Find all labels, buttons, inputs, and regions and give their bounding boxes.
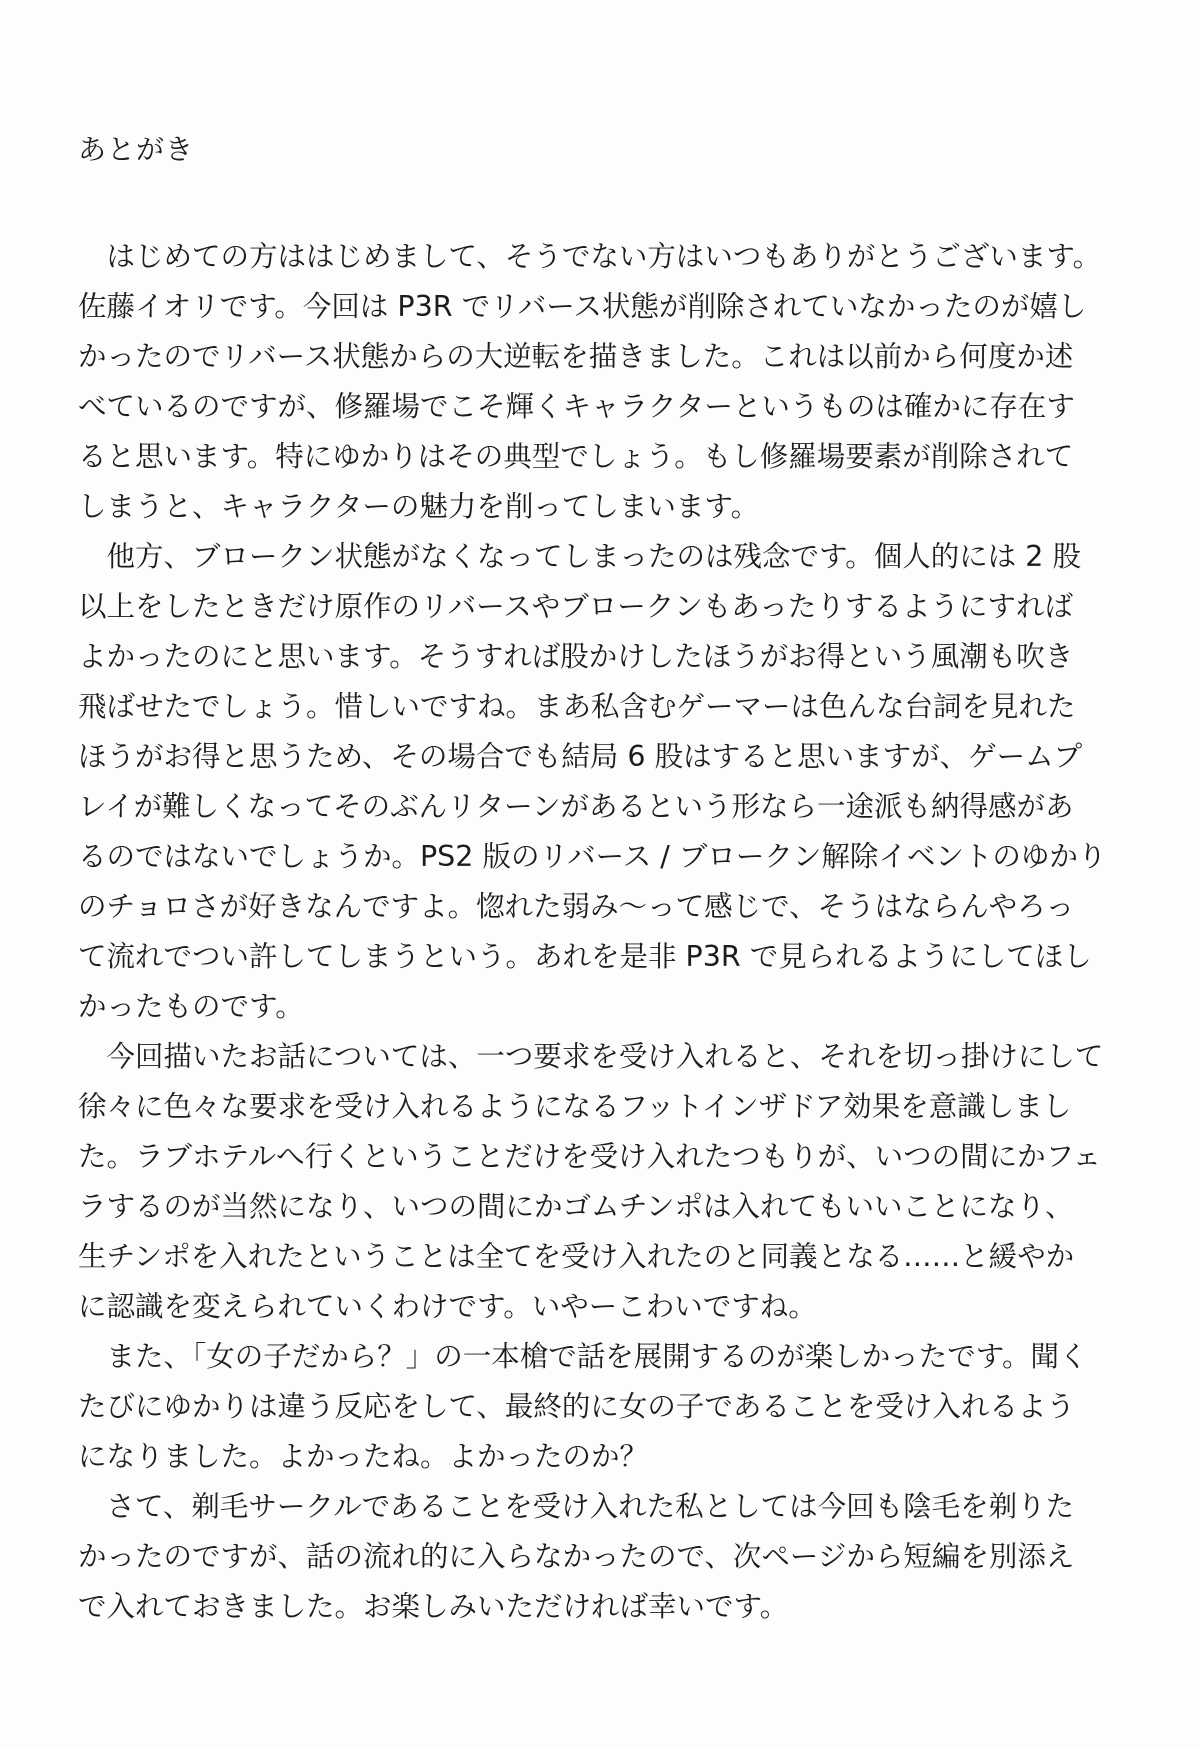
text-line: かったのですが、話の流れ的に入らなかったので、次ページから短編を別添え — [78, 1540, 1075, 1573]
text-line: て流れでつい許してしまうという。あれを是非 P3R で見られるようにしてほし — [78, 940, 1092, 973]
text-line: かったものです。 — [78, 990, 304, 1023]
text-line: ラするのが当然になり、いつの間にかゴムチンポは入れてもいいことになり、 — [78, 1190, 1074, 1223]
text-line: 以上をしたときだけ原作のリバースやブロークンもあったりするようにすれば — [78, 590, 1073, 623]
text-line: た。ラブホテルへ行くということだけを受け入れたつもりが、いつの間にかフェ — [78, 1140, 1102, 1173]
text-line: 他方、ブロークン状態がなくなってしまったのは残念です。個人的には 2 股 — [78, 540, 1081, 573]
text-line: また、「女の子だから？」の一本槍で話を展開するのが楽しかったです。聞く — [78, 1340, 1088, 1373]
text-line: 徐々に色々な要求を受け入れるようになるフットインザドア効果を意識しまし — [78, 1090, 1072, 1123]
text-line: しまうと、キャラクターの魅力を削ってしまいます。 — [78, 490, 760, 523]
text-line: のチョロさが好きなんですよ。惚れた弱み～って感じで、そうはならんやろっ — [78, 890, 1075, 923]
text-line: よかったのにと思います。そうすれば股かけしたほうがお得という風潮も吹き — [78, 640, 1074, 673]
text-line: さて、剃毛サークルであることを受け入れた私としては今回も陰毛を剃りた — [78, 1490, 1075, 1523]
text-line: ほうがお得と思うため、その場合でも結局 6 股はすると思いますが、ゲームプ — [78, 740, 1083, 773]
text-line: ると思います。特にゆかりはその典型でしょう。もし修羅場要素が削除されて — [78, 440, 1074, 473]
text-line: るのではないでしょうか。PS2 版のリバース / ブロークン解除イベントのゆかり — [78, 840, 1107, 873]
text-line: に認識を変えられていくわけです。いやーこわいですね。 — [78, 1290, 817, 1323]
text-line: 生チンポを入れたということは全てを受け入れたのと同義となる……と緩やか — [78, 1240, 1075, 1273]
page-title: あとがき — [78, 133, 195, 166]
text-line: レイが難しくなってそのぶんリターンがあるという形なら一途派も納得感があ — [78, 790, 1074, 823]
text-line: 今回描いたお話については、一つ要求を受け入れると、それを切っ掛けにして — [78, 1040, 1104, 1073]
text-line: たびにゆかりは違う反応をして、最終的に女の子であることを受け入れるよう — [78, 1390, 1075, 1423]
text-line: 佐藤イオリです。今回は P3R でリバース状態が削除されていなかったのが嬉し — [78, 290, 1087, 323]
text-line: かったのでリバース状態からの大逆転を描きました。これは以前から何度か述 — [78, 340, 1074, 373]
text-line: になりました。よかったね。よかったのか？ — [78, 1440, 649, 1473]
text-line: で入れておきました。お楽しみいただければ幸いです。 — [78, 1590, 789, 1623]
text-line: 飛ばせたでしょう。惜しいですね。まあ私含むゲーマーは色んな台詞を見れた — [78, 690, 1076, 723]
body-text — [78, 232, 1118, 1632]
text-line: べているのですが、修羅場でこそ輝くキャラクターというものは確かに存在す — [78, 390, 1075, 423]
text-line: はじめての方ははじめまして、そうでない方はいつもありがとうございます。 — [78, 240, 1102, 273]
